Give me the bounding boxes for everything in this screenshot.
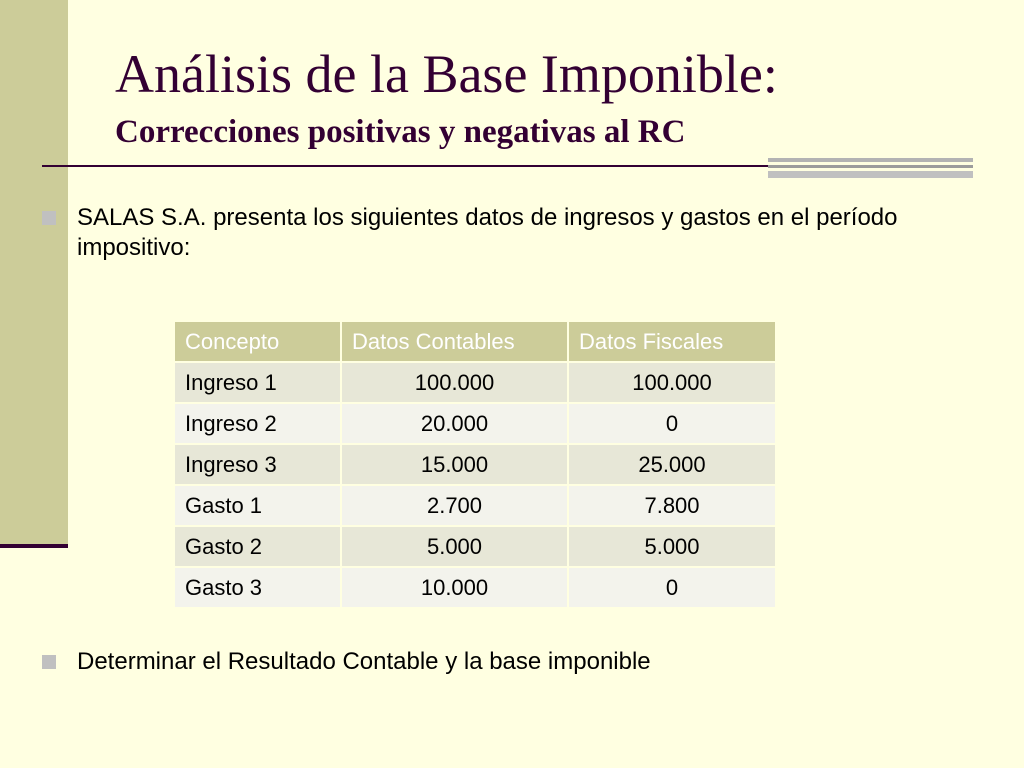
bullet-square-icon (42, 211, 56, 225)
title-divider-accent (768, 165, 973, 168)
title-divider-accent (768, 158, 973, 162)
data-table (173, 320, 777, 609)
table-cell-fiscal: 0 (569, 568, 775, 607)
table-row (175, 363, 775, 402)
table-cell-concepto: Gasto 2 (175, 527, 340, 566)
table-header-cell: Concepto (175, 322, 340, 361)
table-row (175, 404, 775, 443)
table-row (175, 527, 775, 566)
bullet-square-icon (42, 655, 56, 669)
table-cell-concepto: Ingreso 1 (175, 363, 340, 402)
bullet-text-task: Determinar el Resultado Contable y la base imponible (77, 648, 651, 675)
table-cell-concepto: Gasto 1 (175, 486, 340, 525)
table-cell-contable: 20.000 (342, 404, 567, 443)
table-cell-fiscal: 0 (569, 404, 775, 443)
slide-subtitle: Correcciones positivas y negativas al RC (115, 114, 686, 150)
table-cell-concepto: Gasto 3 (175, 568, 340, 607)
table-cell-fiscal: 100.000 (569, 363, 775, 402)
side-accent-bar (0, 0, 68, 548)
table-row (175, 445, 775, 484)
table-row (175, 486, 775, 525)
slide-title: Análisis de la Base Imponible: (115, 44, 778, 104)
bullet-text-intro: SALAS S.A. presenta los siguientes datos de ingresos y gastos en el período impositivo: (77, 204, 898, 261)
table-header-cell: Datos Fiscales (569, 322, 775, 361)
table-cell-fiscal: 5.000 (569, 527, 775, 566)
table-header-cell: Datos Contables (342, 322, 567, 361)
table-cell-contable: 5.000 (342, 527, 567, 566)
side-accent-line (0, 544, 68, 548)
title-divider (42, 165, 772, 167)
table-cell-contable: 15.000 (342, 445, 567, 484)
table-cell-contable: 2.700 (342, 486, 567, 525)
title-divider-accent (768, 171, 973, 178)
table-cell-concepto: Ingreso 3 (175, 445, 340, 484)
table-cell-fiscal: 7.800 (569, 486, 775, 525)
table-cell-concepto: Ingreso 2 (175, 404, 340, 443)
table-cell-fiscal: 25.000 (569, 445, 775, 484)
table-header-row (175, 322, 775, 361)
table-row (175, 568, 775, 607)
table-cell-contable: 10.000 (342, 568, 567, 607)
table-cell-contable: 100.000 (342, 363, 567, 402)
